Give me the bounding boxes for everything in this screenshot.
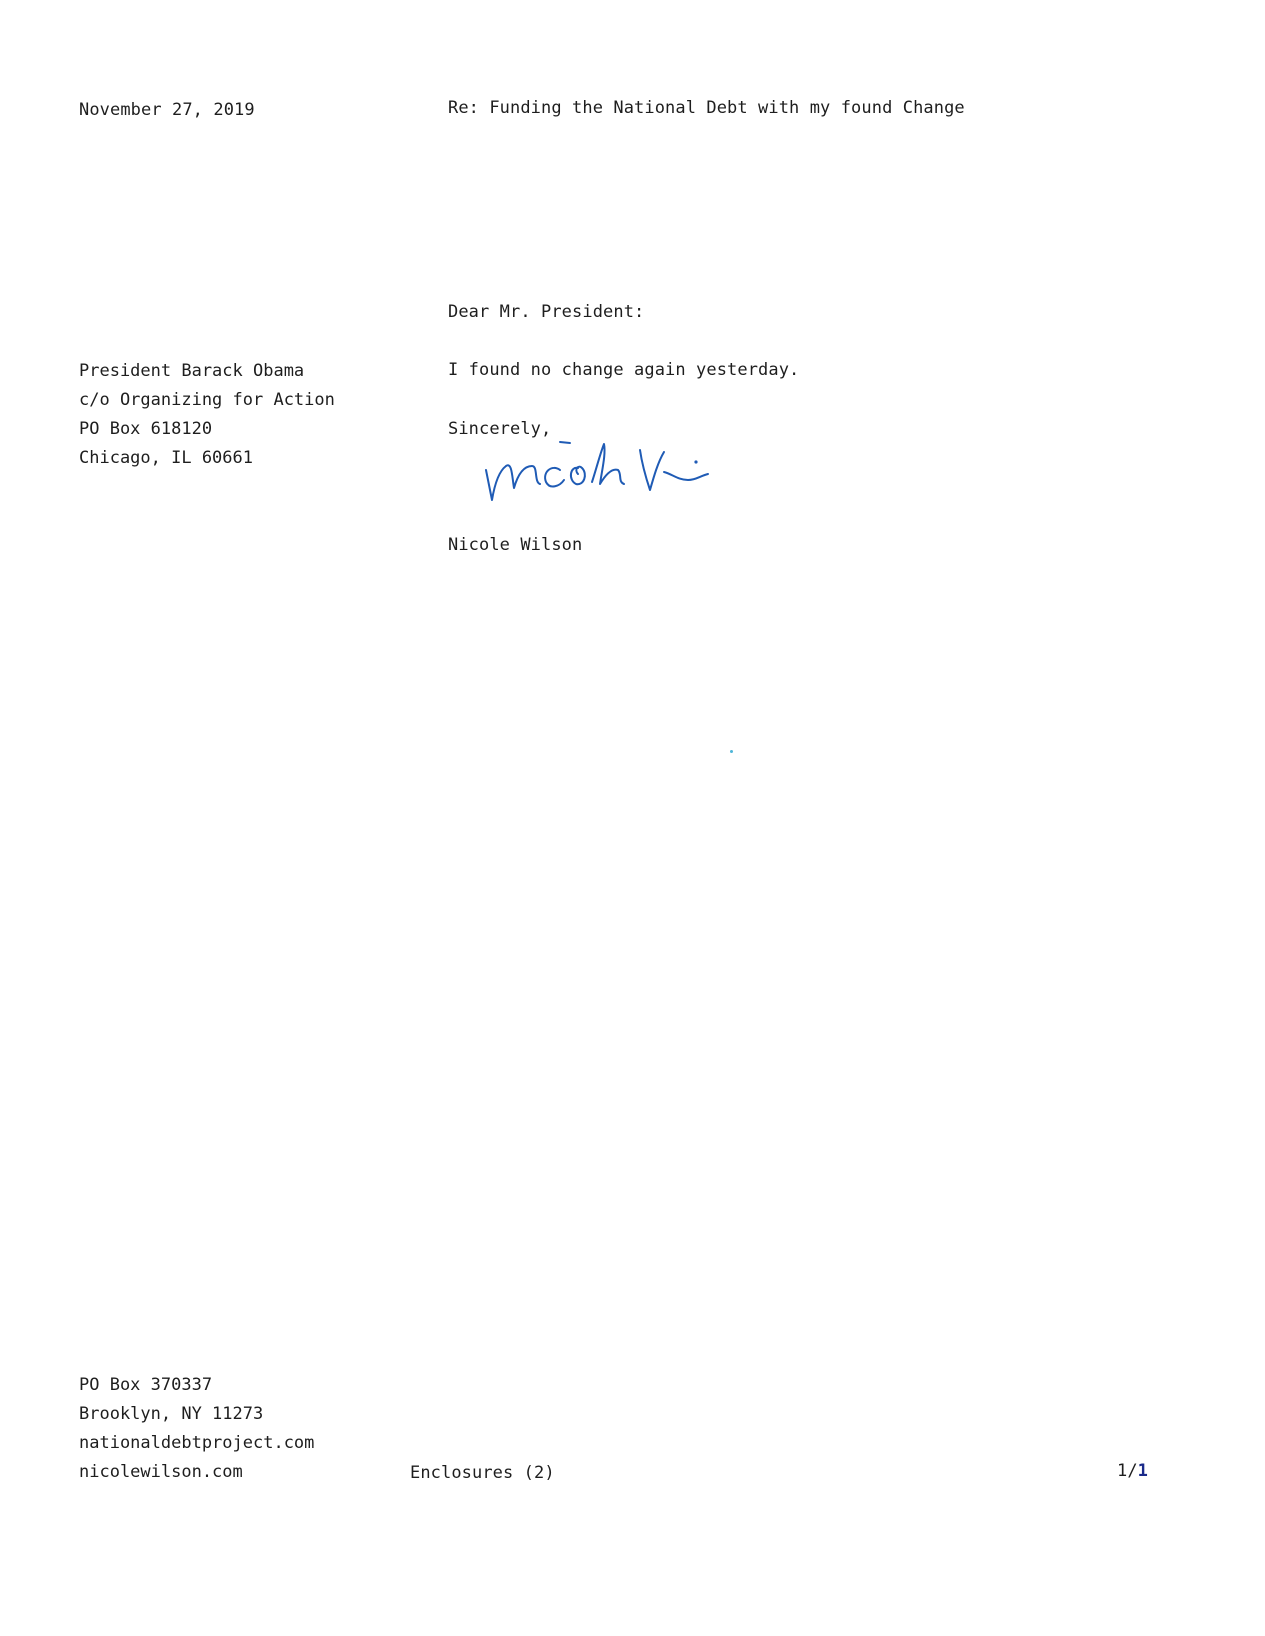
letter-body: I found no change again yesterday.	[448, 360, 800, 380]
enclosures-note: Enclosures (2)	[410, 1463, 555, 1483]
sender-name: Nicole Wilson	[448, 535, 583, 555]
sender-address-line: Brooklyn, NY 11273	[79, 1404, 264, 1424]
sender-website: nicolewilson.com	[79, 1462, 243, 1482]
sender-address	[79, 1371, 314, 1487]
ink-speck	[730, 750, 733, 753]
letter-closing: Sincerely,	[448, 419, 552, 439]
page-total: 1	[1137, 1461, 1149, 1481]
sender-website: nationaldebtproject.com	[79, 1433, 315, 1453]
sender-address-line: PO Box 370337	[79, 1375, 213, 1395]
recipient-line: c/o Organizing for Action	[79, 390, 335, 410]
page-number	[1117, 1463, 1148, 1480]
handwritten-signature	[478, 430, 738, 510]
letter-subject: Re: Funding the National Debt with my found Change	[448, 98, 965, 118]
recipient-line: PO Box 618120	[79, 419, 213, 439]
recipient-line: Chicago, IL 60661	[79, 448, 253, 468]
recipient-line: President Barack Obama	[79, 361, 305, 381]
recipient-address	[79, 357, 335, 473]
letter-date: November 27, 2019	[79, 100, 255, 120]
page-current: 1/	[1117, 1461, 1138, 1481]
letter-salutation: Dear Mr. President:	[448, 302, 645, 322]
